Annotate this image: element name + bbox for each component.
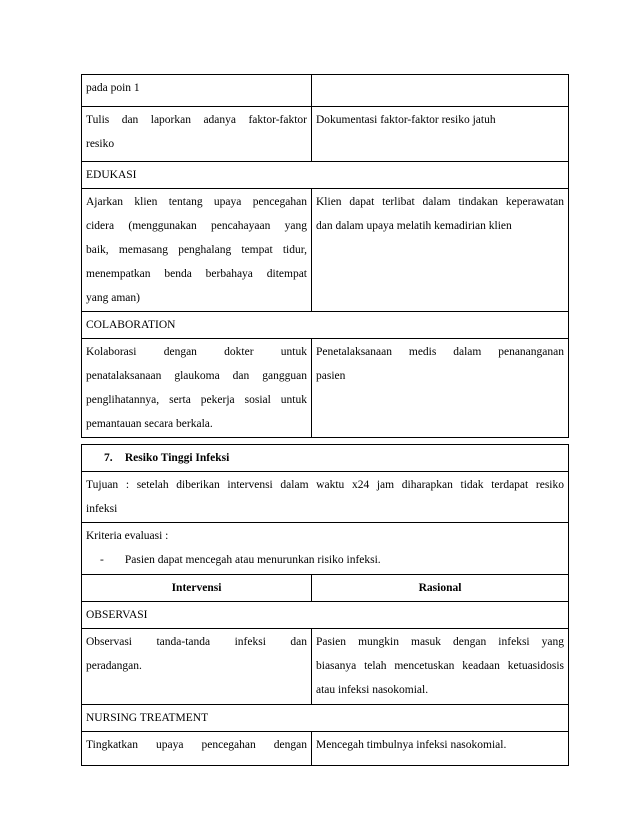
- column-header-intervensi: [82, 575, 312, 602]
- cell-right: [312, 732, 569, 766]
- tujuan-line: Tujuan : setelah diberikan intervensi dalam waktu x24 jam diharapkan tidak terdapat resiko: [86, 479, 565, 491]
- section-header-observasi: [82, 602, 569, 629]
- header-label: Intervensi: [171, 582, 222, 594]
- cell-right: [312, 339, 569, 438]
- cell-line: yang aman): [86, 292, 140, 304]
- section-label: EDUKASI: [86, 169, 137, 181]
- cell-right: [312, 189, 569, 312]
- cell-line: pasien: [316, 370, 346, 382]
- cell-text: pada poin 1: [86, 82, 140, 94]
- cell-line: Dokumentasi faktor-faktor resiko jatuh: [316, 114, 496, 126]
- list-bullet: -: [100, 554, 104, 566]
- cell-line: menempatkan benda berbahaya ditempat: [86, 268, 307, 280]
- column-header-rasional: [312, 575, 569, 602]
- cell-left: [82, 75, 312, 107]
- tujuan-line: infeksi: [86, 503, 118, 515]
- cell-line: Tulis dan laporkan adanya faktor-faktor: [86, 114, 307, 126]
- cell-right: [312, 75, 569, 107]
- cell-left: [82, 189, 312, 312]
- cell-line: Pasien mungkin masuk dengan infeksi yang: [316, 636, 565, 648]
- cell-line: Klien dapat terlibat dalam tindakan keperawatan: [316, 196, 564, 208]
- intervention-table-2: [81, 444, 569, 766]
- cell-line: penglihatannya, serta pekerja sosial untuk: [86, 394, 307, 406]
- section-label: COLABORATION: [86, 319, 176, 331]
- section-header-nursing-treatment: [82, 705, 569, 732]
- intervention-table-1: [81, 74, 569, 438]
- cell-line: Mencegah timbulnya infeksi nasokomial.: [316, 739, 507, 751]
- kriteria-item: Pasien dapat mencegah atau menurunkan risiko infeksi.: [124, 554, 381, 566]
- kriteria-label: Kriteria evaluasi :: [86, 530, 169, 542]
- cell-line: Penetalaksanaan medis dalam penananganan: [316, 346, 564, 358]
- cell-line: penatalaksanaan glaukoma dan gangguan: [86, 370, 307, 382]
- cell-line: peradangan.: [86, 660, 142, 672]
- cell-line: atau infeksi nasokomial.: [316, 684, 429, 696]
- cell-line: Kolaborasi dengan dokter untuk: [86, 346, 307, 358]
- cell-left: [82, 732, 312, 766]
- kriteria-row: [82, 523, 569, 575]
- section-header-colaboration: [82, 312, 569, 339]
- cell-line: Ajarkan klien tentang upaya pencegahan: [86, 196, 307, 208]
- diagnosis-title-row: [82, 445, 569, 472]
- diagnosis-title: Resiko Tinggi Infeksi: [124, 452, 230, 464]
- cell-left: [82, 339, 312, 438]
- tujuan-row: [82, 472, 569, 523]
- cell-line: cidera (menggunakan pencahayaan yang: [86, 220, 307, 232]
- cell-line: resiko: [86, 138, 115, 150]
- section-label: OBSERVASI: [86, 609, 148, 621]
- cell-right: [312, 107, 569, 162]
- cell-line: dan dalam upaya melatih kemadirian klien: [316, 220, 512, 232]
- header-label: Rasional: [418, 582, 462, 594]
- cell-left: [82, 629, 312, 705]
- cell-right: [312, 629, 569, 705]
- section-header-edukasi: [82, 162, 569, 189]
- cell-line: Tingkatkan upaya pencegahan dengan: [86, 739, 307, 751]
- diagnosis-number: 7.: [104, 452, 113, 464]
- section-label: NURSING TREATMENT: [86, 712, 209, 724]
- cell-line: Observasi tanda-tanda infeksi dan: [86, 636, 307, 648]
- cell-line: pemantauan secara berkala.: [86, 418, 213, 430]
- cell-left: [82, 107, 312, 162]
- cell-line: biasanya telah mencetuskan keadaan ketuasidosis: [316, 660, 565, 672]
- cell-line: baik, memasang penghalang tempat tidur,: [86, 244, 307, 256]
